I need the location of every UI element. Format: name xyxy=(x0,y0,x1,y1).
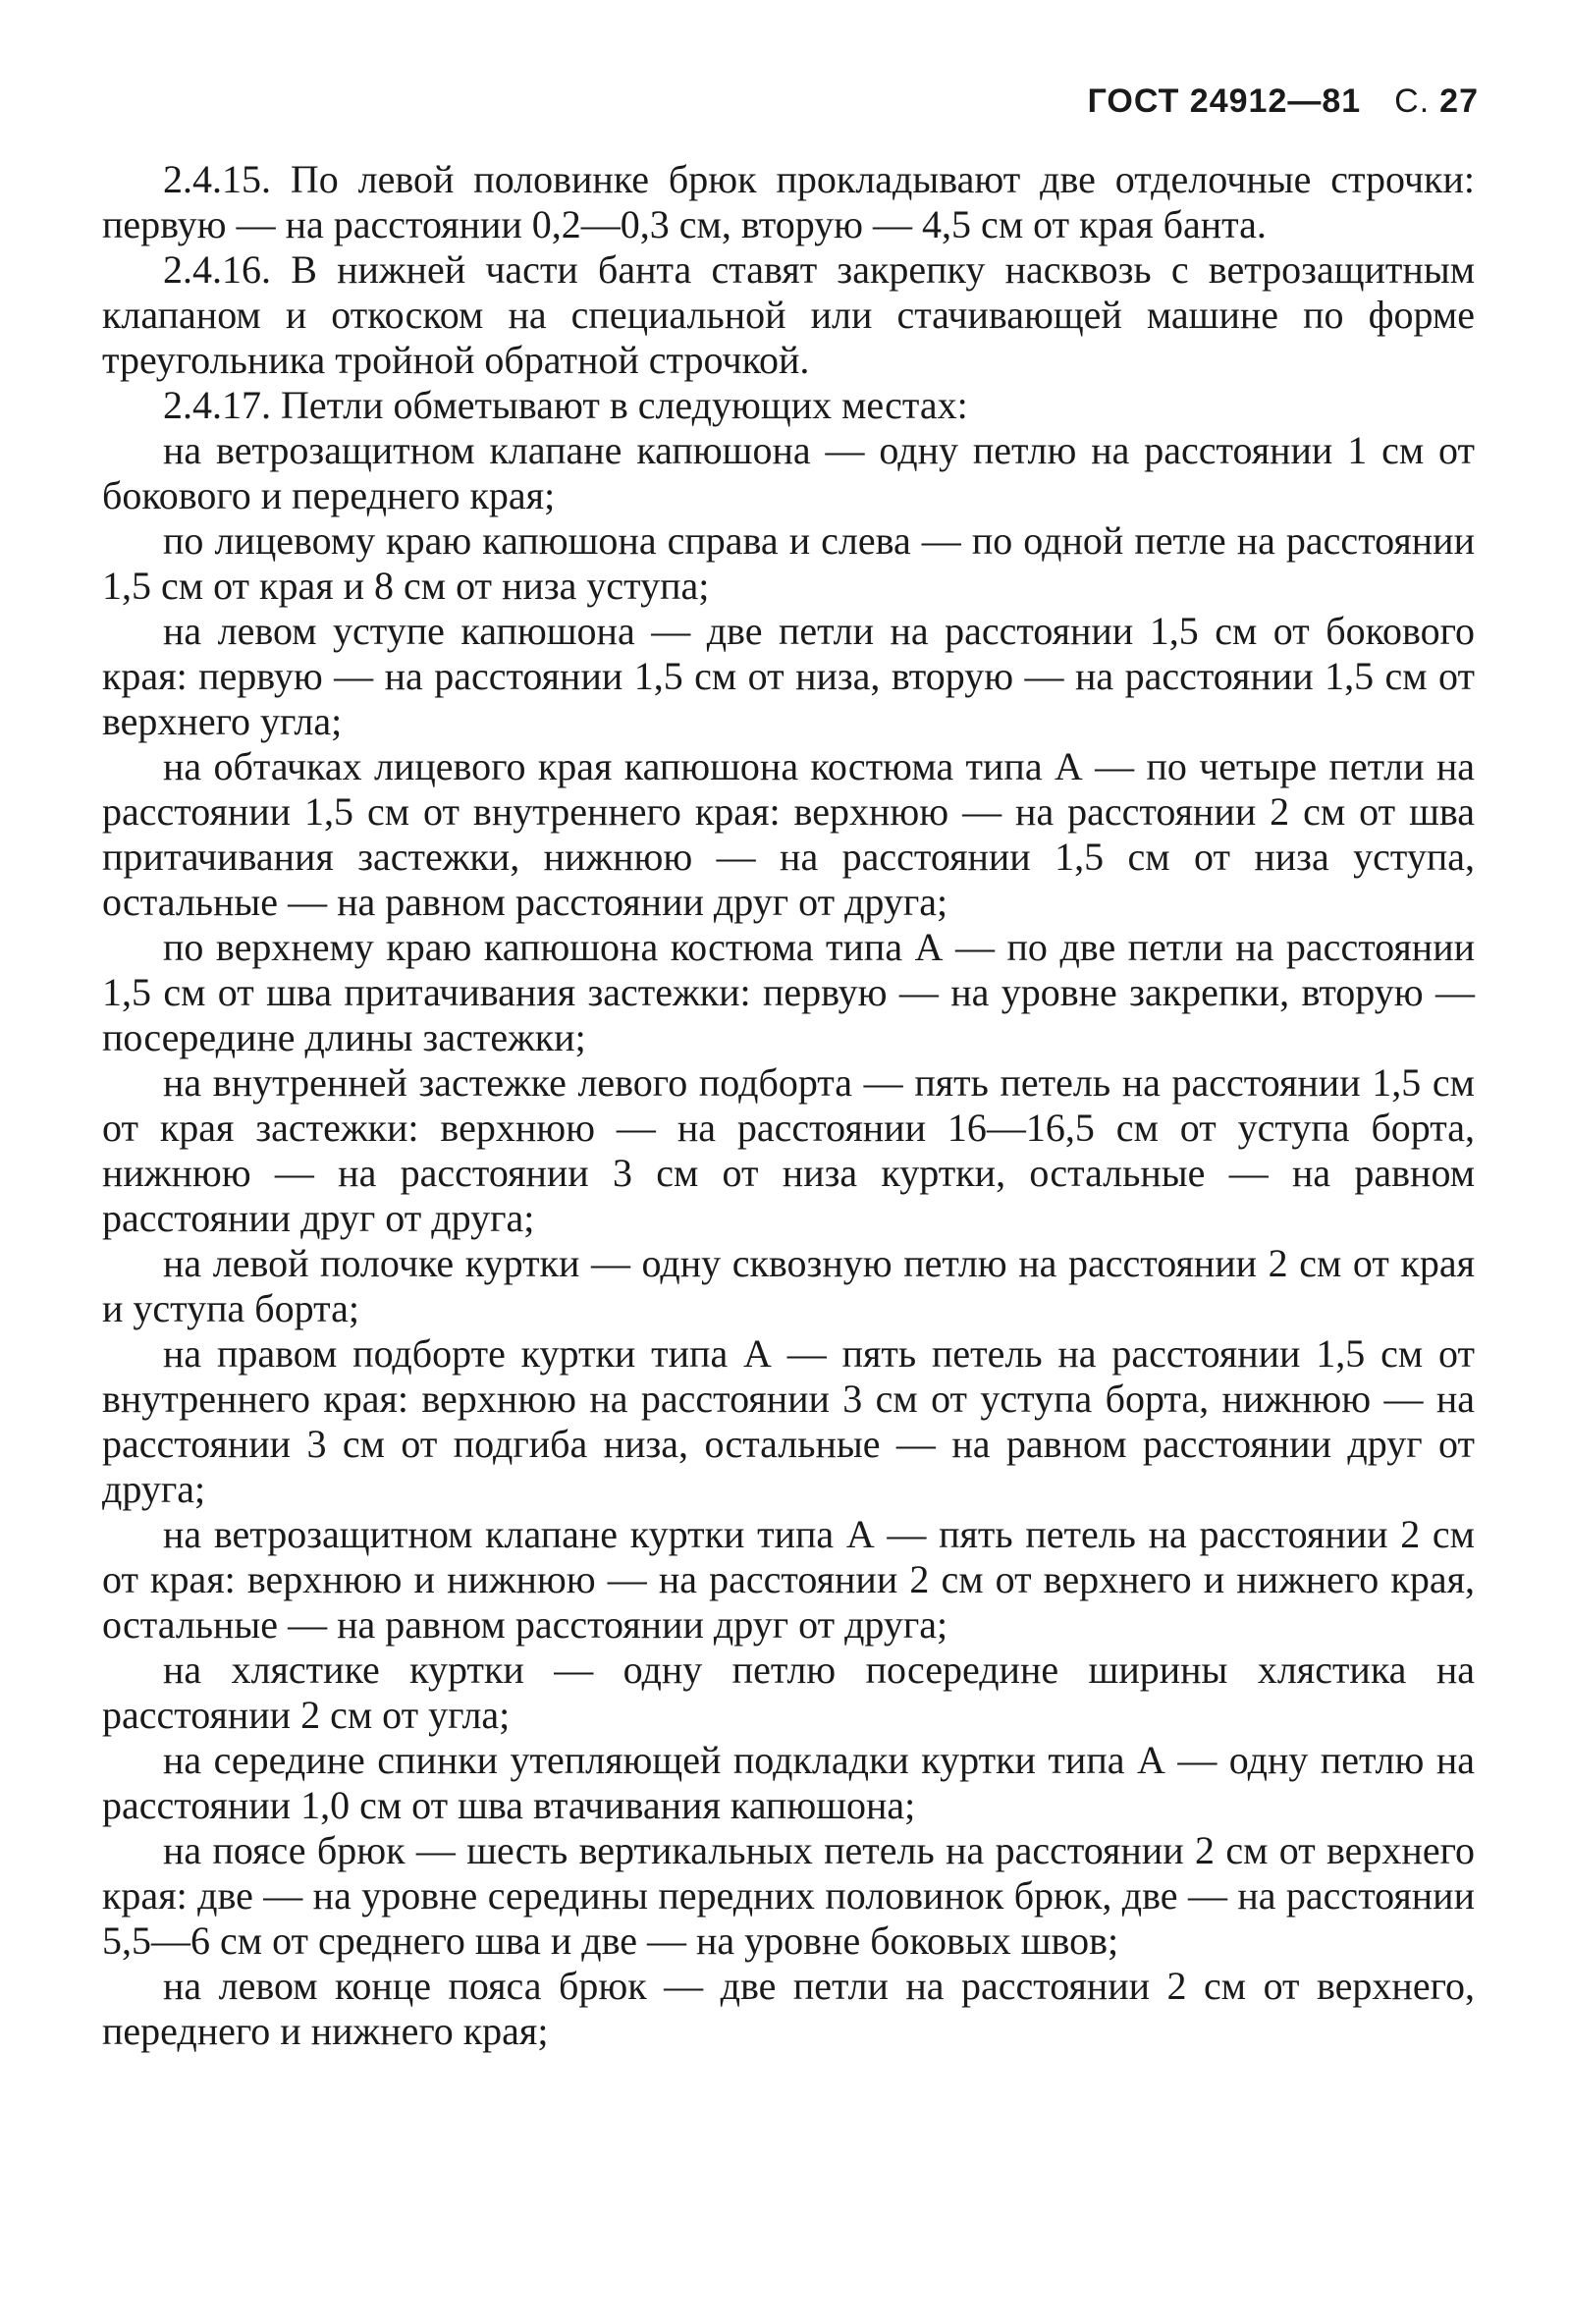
standard-number: ГОСТ 24912—81 xyxy=(1087,82,1362,120)
list-item: на хлястике куртки — одну петлю посередине ширины хлястика на расстоянии 2 см от угла; xyxy=(102,1648,1475,1737)
page-prefix: С. xyxy=(1394,82,1431,120)
paragraph-2-4-15: 2.4.15. По левой половинке брюк прокладывают две отделочные строчки: первую — на расстоянии 0,2—0,3 см, вторую — 4,5 см от края банта. xyxy=(102,157,1475,246)
list-item: на левой полочке куртки — одну сквозную петлю на расстоянии 2 см от края и уступа борта; xyxy=(102,1241,1475,1330)
list-item: на середине спинки утепляющей подкладки куртки типа А — одну петлю на расстоянии 1,0 см от шва втачивания капюшона; xyxy=(102,1738,1475,1827)
list-item: на правом подборте куртки типа А — пять петель на расстоянии 1,5 см от внутреннего края: верхнюю на расстоянии 3 см от уступа борта, нижнюю — на расстоянии 3 см от подгиба низа, остальные — на равном расстоянии друг от друга; xyxy=(102,1331,1475,1511)
page-header xyxy=(1088,82,1479,121)
page-label xyxy=(1394,82,1479,120)
list-item: по лицевому краю капюшона справа и слева — по одной петле на расстоянии 1,5 см от края и 8 см от низа уступа; xyxy=(102,518,1475,608)
list-item: на обтачках лицевого края капюшона костюма типа А — по четыре петли на расстоянии 1,5 см от внутреннего края: верхнюю — на расстоянии 2 см от шва притачивания застежки, нижнюю — на расстоянии 1,5 см от низа уступа, остальные — на равном расстоянии друг от друга; xyxy=(102,744,1475,924)
document-body xyxy=(102,157,1475,2054)
list-item: на внутренней застежке левого подборта — пять петель на расстоянии 1,5 см от края застежки: верхнюю — на расстоянии 16—16,5 см от уступа борта, нижнюю — на расстоянии 3 см от низа куртки, остальные — на равном расстоянии друг от друга; xyxy=(102,1060,1475,1240)
list-item: на ветрозащитном клапане капюшона — одну петлю на расстоянии 1 см от бокового и переднего края; xyxy=(102,428,1475,517)
paragraph-2-4-17: 2.4.17. Петли обметывают в следующих местах: xyxy=(163,383,968,427)
page-number: 27 xyxy=(1439,82,1479,120)
list-item: на ветрозащитном клапане куртки типа А — пять петель на расстоянии 2 см от края: верхнюю и нижнюю — на расстоянии 2 см от верхнего и нижнего края, остальные — на равном расстоянии друг от друга; xyxy=(102,1512,1475,1647)
list-item: на левом уступе капюшона — две петли на расстоянии 1,5 см от бокового края: первую — на расстоянии 1,5 см от низа, вторую — на расстоянии 1,5 см от верхнего угла; xyxy=(102,609,1475,743)
list-item: на поясе брюк — шесть вертикальных петель на расстоянии 2 см от верхнего края: две — на уровне середины передних половинок брюк, две — на расстоянии 5,5—6 см от среднего шва и две — на уровне боковых швов; xyxy=(102,1828,1475,1963)
list-item: на левом конце пояса брюк — две петли на расстоянии 2 см от верхнего, переднего и нижнего края; xyxy=(102,1964,1475,2053)
paragraph-2-4-16: 2.4.16. В нижней части банта ставят закрепку насквозь с ветрозащитным клапаном и откоском на специальной или стачивающей машине по форме треугольника тройной обратной строчкой. xyxy=(102,247,1475,382)
list-item: по верхнему краю капюшона костюма типа А — по две петли на расстоянии 1,5 см от шва притачивания застежки: первую — на уровне закрепки, вторую — посередине длины застежки; xyxy=(102,925,1475,1059)
